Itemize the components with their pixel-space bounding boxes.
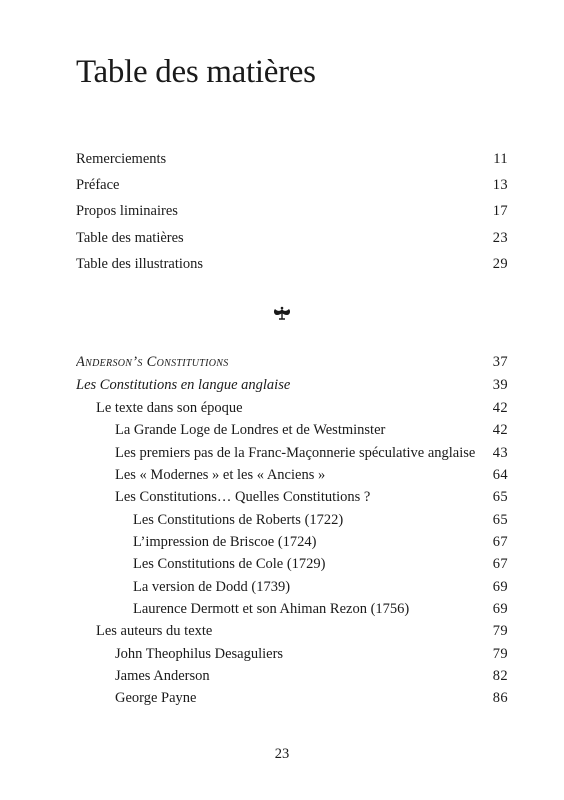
entry-page-number: 67 bbox=[492, 556, 508, 572]
toc-entry-subsubsection bbox=[133, 531, 508, 553]
entry-label: Propos liminaires bbox=[76, 203, 178, 219]
toc-entry-subsubsection bbox=[133, 598, 508, 620]
page-number: 23 bbox=[274, 746, 290, 762]
entry-page-number: 82 bbox=[492, 668, 508, 684]
toc-entry-chapter bbox=[76, 374, 508, 396]
entry-page-number: 67 bbox=[492, 534, 508, 550]
entry-label: Les Constitutions en langue anglaise bbox=[76, 377, 291, 393]
toc-entry-section bbox=[96, 620, 508, 642]
toc-entry-subsection bbox=[115, 687, 508, 709]
entry-page-number: 17 bbox=[492, 203, 508, 219]
entry-label: Les Constitutions de Cole (1729) bbox=[133, 556, 326, 572]
toc-entry bbox=[76, 253, 508, 275]
fleuron-ornament-icon bbox=[272, 306, 292, 322]
entry-label: Table des illustrations bbox=[76, 256, 204, 272]
entry-label: Les « Modernes » et les « Anciens » bbox=[115, 467, 326, 483]
entry-page-number: 65 bbox=[492, 489, 508, 505]
entry-label: Préface bbox=[76, 177, 120, 193]
entry-label: Les Constitutions… Quelles Constitutions ? bbox=[115, 489, 371, 505]
toc-entry-part bbox=[76, 351, 508, 373]
entry-label: Anderson’s Constitutions bbox=[76, 354, 229, 370]
entry-page-number: 23 bbox=[492, 230, 508, 246]
entry-page-number: 79 bbox=[492, 623, 508, 639]
toc-entry-subsection bbox=[115, 442, 508, 464]
entry-label: Table des matières bbox=[76, 230, 184, 246]
entry-page-number: 86 bbox=[492, 690, 508, 706]
entry-label: Les auteurs du texte bbox=[96, 623, 213, 639]
toc-entry-subsection bbox=[115, 486, 508, 508]
entry-page-number: 13 bbox=[492, 177, 508, 193]
toc-entry-subsubsection bbox=[133, 553, 508, 575]
entry-label: James Anderson bbox=[115, 668, 210, 684]
page-title: Table des matières bbox=[76, 54, 316, 90]
toc-entry-subsubsection bbox=[133, 576, 508, 598]
entry-label: La version de Dodd (1739) bbox=[133, 579, 291, 595]
entry-page-number: 42 bbox=[492, 400, 508, 416]
toc-entry-subsubsection bbox=[133, 509, 508, 531]
toc-entry bbox=[76, 200, 508, 222]
toc-entry bbox=[76, 148, 508, 170]
entry-label: Le texte dans son époque bbox=[96, 400, 243, 416]
toc-entry-subsection bbox=[115, 643, 508, 665]
entry-label: John Theophilus Desaguliers bbox=[115, 646, 284, 662]
entry-page-number: 79 bbox=[492, 646, 508, 662]
entry-page-number: 65 bbox=[492, 512, 508, 528]
toc-entry-subsection bbox=[115, 464, 508, 486]
entry-label: Les premiers pas de la Franc-Maçonnerie spéculative anglaise bbox=[115, 445, 476, 461]
entry-page-number: 64 bbox=[492, 467, 508, 483]
entry-page-number: 43 bbox=[492, 445, 508, 461]
toc-entry-subsection bbox=[115, 419, 508, 441]
entry-label: Les Constitutions de Roberts (1722) bbox=[133, 512, 344, 528]
toc-entry bbox=[76, 227, 508, 249]
entry-page-number: 69 bbox=[492, 579, 508, 595]
entry-page-number: 39 bbox=[492, 377, 508, 393]
entry-label: Laurence Dermott et son Ahiman Rezon (1756) bbox=[133, 601, 410, 617]
entry-label: L’impression de Briscoe (1724) bbox=[133, 534, 317, 550]
toc-entry-subsection bbox=[115, 665, 508, 687]
toc-entry bbox=[76, 174, 508, 196]
entry-page-number: 69 bbox=[492, 601, 508, 617]
entry-label: La Grande Loge de Londres et de Westminster bbox=[115, 422, 386, 438]
entry-page-number: 37 bbox=[492, 354, 508, 370]
entry-page-number: 11 bbox=[493, 151, 508, 167]
entry-page-number: 42 bbox=[492, 422, 508, 438]
entry-page-number: 29 bbox=[492, 256, 508, 272]
entry-label: Remerciements bbox=[76, 151, 167, 167]
toc-entry-section bbox=[96, 397, 508, 419]
entry-label: George Payne bbox=[115, 690, 197, 706]
